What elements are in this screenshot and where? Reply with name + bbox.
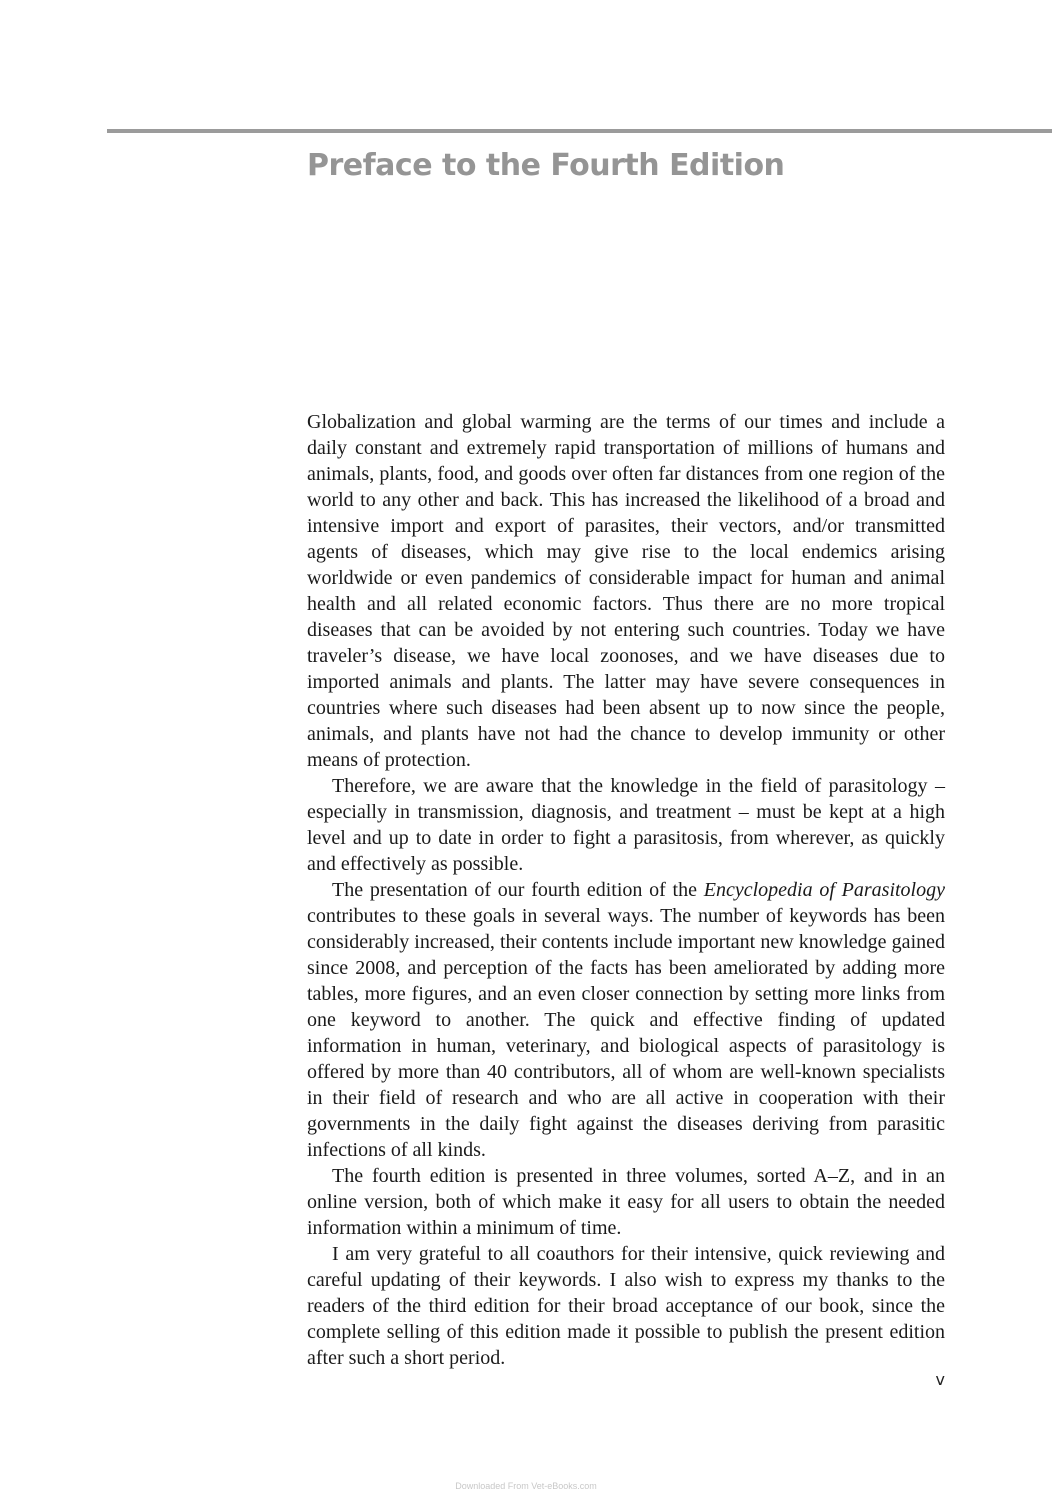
paragraph-4: The fourth edition is presented in three volumes, sorted A–Z, and in an online version, both of which make it easy for all users to obtain the needed information within a minimum of time. xyxy=(307,1165,945,1239)
header-rule xyxy=(107,129,1052,133)
paragraph-5: I am very grateful to all coauthors for their intensive, quick reviewing and careful updating of their keywords. I also wish to express my thanks to the readers of the third edition for their broad acceptance of our book, since the complete selling of this edition made it possible to publish the present edition after such a short period. xyxy=(307,1243,945,1369)
page-number: v xyxy=(935,1370,945,1389)
page-title: Preface to the Fourth Edition xyxy=(307,148,785,183)
paragraph-1: Globalization and global warming are the terms of our times and include a daily constant and extremely rapid transportation of millions of humans and animals, plants, food, and goods over often far distances from one region of the world to any other and back. This has increased the likelihood of a broad and intensive import and export of parasites, their vectors, and/or transmitted agents of diseases, which may give rise to the local endemics arising worldwide or even pandemics of considerable impact for human and animal health and all related economic factors. Thus there are no more tropical diseases that can be avoided by not entering such countries. Today we have traveler’s disease, we have local zoonoses, and we have diseases due to imported animals and plants. The latter may have severe consequences in countries where such diseases had been absent up to now since the people, animals, and plants have not had the chance to develop immunity or other means of protection. xyxy=(307,411,945,771)
paragraph-3-lead: The presentation of our fourth edition of the xyxy=(332,879,704,901)
paragraph-3 xyxy=(307,877,945,1163)
preface-body xyxy=(307,409,945,1371)
paragraph-2: Therefore, we are aware that the knowledge in the field of parasitology – especially in transmission, diagnosis, and treatment – must be kept at a high level and up to date in order to fight a parasitosis, from wherever, as quickly and effectively as possible. xyxy=(307,775,945,875)
book-title: Encyclopedia of Parasitology xyxy=(703,879,945,901)
download-watermark: Downloaded From Vet-eBooks.com xyxy=(455,1481,597,1491)
paragraph-3-rest: contributes to these goals in several ways. The number of keywords has been considerably increased, their contents include important new knowledge gained since 2008, and perception of the facts has been ameliorated by adding more tables, more figures, and an even closer connection by setting more links from one keyword to another. The quick and effective finding of updated information in human, veterinary, and biological aspects of parasitology is offered by more than 40 contributors, all of whom are well-known specialists in their field of research and who are all active in cooperation with their governments in the daily fight against the diseases deriving from parasitic infections of all kinds. xyxy=(307,905,945,1161)
